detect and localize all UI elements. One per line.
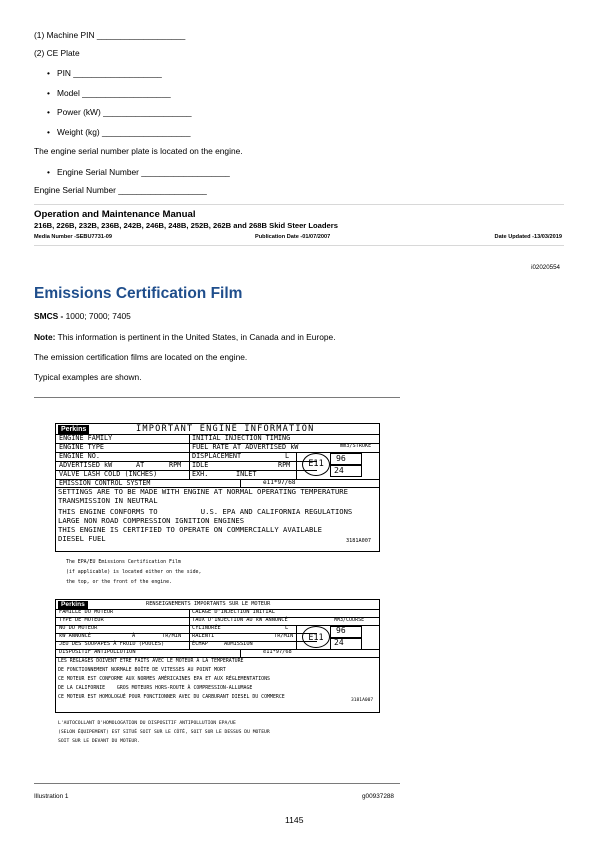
- french-emissions-plate: [55, 599, 380, 713]
- plate-label: DISPLACEMENT: [192, 452, 242, 460]
- document-id: i02020554: [531, 264, 560, 271]
- plate-label: EMISSION CONTROL SYSTEM: [59, 479, 151, 487]
- plate-label: NO DU MOTEUR: [59, 625, 98, 631]
- plate-text: CE MOTEUR EST CONFORME AUX NORMES AMÉRICAINES EPA ET AUX RÉGLEMENTATIONS: [58, 676, 270, 682]
- french-caption: [58, 719, 270, 746]
- english-emissions-plate: [55, 423, 380, 552]
- illustration-bottom-rule: [34, 783, 400, 784]
- plate-label: ENGINE NO.: [59, 452, 100, 460]
- caption-line: (if applicable) is located either on the side,: [66, 569, 202, 575]
- plate-text: CE MOTEUR EST HOMOLOGUÉ POUR FONCTIONNER AVEC DU CARBURANT DIESEL DU COMMERCE: [58, 694, 285, 700]
- smcs-line: [34, 311, 131, 321]
- page-number: 1145: [285, 815, 304, 825]
- note-text: This information is pertinent in the United States, in Canada and in Europe.: [55, 332, 336, 342]
- manual-title: Operation and Maintenance Manual: [34, 209, 196, 220]
- perkins-logo-text: Perkins: [61, 426, 87, 433]
- engine-plate-text: The engine serial number plate is located on the engine.: [34, 146, 243, 156]
- plate-label: RPM: [278, 461, 291, 469]
- plate-label: AT: [136, 461, 145, 469]
- paragraph: The emission certification films are located on the engine.: [34, 352, 248, 362]
- plate-header: IMPORTANT ENGINE INFORMATION: [136, 424, 315, 434]
- plate-unit: mm3/STROKE: [340, 443, 372, 449]
- paragraph: Typical examples are shown.: [34, 372, 142, 382]
- plate-label: ADVERTISED kW: [59, 461, 113, 469]
- plate-text: DE LA CALIFORNIE GROS MOTEURS HORS-ROUTE À COMPRESSION-ALLUMAGE: [58, 685, 253, 691]
- plate-label: CALAGE D'INJECTION INITIAL: [192, 609, 275, 615]
- plate-unit: MM3/COURSE: [334, 617, 365, 623]
- english-caption: [66, 557, 201, 587]
- plate-label: EXH.: [192, 470, 209, 478]
- plate-label: VALVE LASH COLD (INCHES): [59, 470, 158, 478]
- plate-label: DISPOSITIF ANTIPOLLUTION: [59, 649, 136, 655]
- plate-label: IDLE: [192, 461, 209, 469]
- perkins-logo-text: Perkins: [61, 601, 85, 608]
- plate-label: ADMISSION: [224, 641, 253, 647]
- date-updated: Date Updated -13/03/2019: [494, 234, 562, 240]
- plate-label: RALENTI: [192, 633, 215, 639]
- plate-unit: L: [285, 452, 290, 460]
- plate-text: DIESEL FUEL: [58, 534, 106, 543]
- caption-line: L'AUTOCOLLANT D'HOMOLOGATION DU DISPOSITIF ANTIPOLLUTION EPA/UE: [58, 721, 236, 726]
- machine-pin-field: (1) Machine PIN ___________________: [34, 30, 186, 40]
- illustration-id: g00937288: [362, 793, 394, 800]
- eu-mark-icon: [302, 453, 330, 476]
- eu-mark-text: E11: [308, 459, 324, 469]
- approval-number: e11*97/68: [263, 649, 292, 655]
- plate-header: RENSEIGNEMENTS IMPORTANTS SUR LE MOTEUR: [146, 601, 271, 607]
- plate-label: ENGINE TYPE: [59, 443, 105, 451]
- plate-label: INITIAL INJECTION TIMING: [192, 434, 291, 442]
- plate-label: CYLINDRÉE: [192, 625, 221, 631]
- note-line: [34, 332, 336, 342]
- manual-subtitle: 216B, 226B, 232B, 236B, 242B, 246B, 248B, 252B, 262B and 268B Skid Steer Loaders: [34, 221, 338, 230]
- smcs-codes: 1000; 7000; 7405: [63, 311, 131, 321]
- plate-value: 24: [334, 465, 344, 475]
- divider: [34, 204, 564, 205]
- ce-plate-label: (2) CE Plate: [34, 48, 80, 58]
- plate-label: TAUX D'INJECTION AU kW ANNONCÉ: [192, 617, 288, 623]
- plate-unit: L: [285, 625, 289, 631]
- plate-label: kW ANNONCÉ: [59, 633, 91, 639]
- plate-text: THIS ENGINE CONFORMS TO U.S. EPA AND CALIFORNIA REGULATIONS: [58, 507, 353, 516]
- illustration-label: Illustration 1: [34, 793, 69, 800]
- plate-code: 3181A007: [351, 698, 374, 703]
- eu-mark-icon: [302, 626, 330, 648]
- plate-text: DE FONCTIONNEMENT NORMALE BOÎTE DE VITESSES AU POINT MORT: [58, 667, 226, 673]
- plate-text: THIS ENGINE IS CERTIFIED TO OPERATE ON COMMERCIALLY AVAILABLE: [58, 525, 322, 534]
- caption-line: the top, or the front of the engine.: [66, 579, 172, 585]
- approval-number: e11*97/68: [263, 479, 296, 486]
- plate-label: ÉCHAP: [192, 641, 208, 647]
- plate-label: FUEL RATE AT ADVERTISED kW: [192, 443, 299, 451]
- plate-label: JEU DES SOUPAPES À FROID (POUCES): [59, 641, 165, 647]
- plate-label: FAMILLE DU MOTEUR: [59, 609, 114, 615]
- ce-model-field: • Model ___________________: [57, 88, 171, 98]
- publication-date: Publication Date -01/07/2007: [255, 234, 331, 240]
- smcs-label: SMCS -: [34, 311, 64, 321]
- section-title: Emissions Certification Film: [34, 285, 243, 302]
- plate-label: INLET: [236, 470, 257, 478]
- plate-label: RPM: [169, 461, 182, 469]
- plate-text: TRANSMISSION IN NEUTRAL: [58, 496, 158, 505]
- media-number: Media Number -SEBU7731-09: [34, 234, 113, 240]
- plate-code: 3181A007: [346, 538, 371, 544]
- ce-weight-field: • Weight (kg) ___________________: [57, 127, 191, 137]
- illustration-top-rule: [34, 397, 400, 398]
- plate-text: SETTINGS ARE TO BE MADE WITH ENGINE AT NORMAL OPERATING TEMPERATURE: [58, 487, 348, 496]
- note-label: Note:: [34, 332, 56, 342]
- plate-value: 96: [336, 453, 346, 463]
- plate-value: 96: [336, 626, 346, 635]
- eu-mark-text: E11: [308, 632, 324, 642]
- plate-text: LARGE NON ROAD COMPRESSION IGNITION ENGINES: [58, 516, 245, 525]
- divider: [34, 245, 564, 246]
- plate-value: 24: [334, 638, 344, 647]
- caption-line: SOIT SUR LE DEVANT DU MOTEUR.: [58, 739, 140, 744]
- plate-label: À: [132, 633, 136, 639]
- perkins-logo: [58, 425, 89, 434]
- plate-label: ENGINE FAMILY: [59, 434, 113, 442]
- engine-serial-line: Engine Serial Number ___________________: [34, 185, 207, 195]
- plate-label: TR/MIN: [162, 633, 182, 639]
- caption-line: (SELON ÉQUIPEMENT) EST SITUÉ SOIT SUR LE CÔTÉ, SOIT SUR LE DESSUS DU MOTEUR: [58, 730, 270, 735]
- engine-serial-bullet: • Engine Serial Number ___________________: [57, 167, 230, 177]
- plate-label: TR/MIN: [274, 633, 294, 639]
- plate-label: TYPE DE MOTEUR: [59, 617, 104, 623]
- plate-text: LES RÉGLAGES DOIVENT ÊTRE FAITS AVEC LE MOTEUR À LA TEMPÉRATURE: [58, 658, 244, 664]
- ce-pin-field: • PIN ___________________: [57, 68, 162, 78]
- caption-line: The EPA/EU Emissions Certification Film: [66, 559, 181, 565]
- ce-power-field: • Power (kW) ___________________: [57, 107, 192, 117]
